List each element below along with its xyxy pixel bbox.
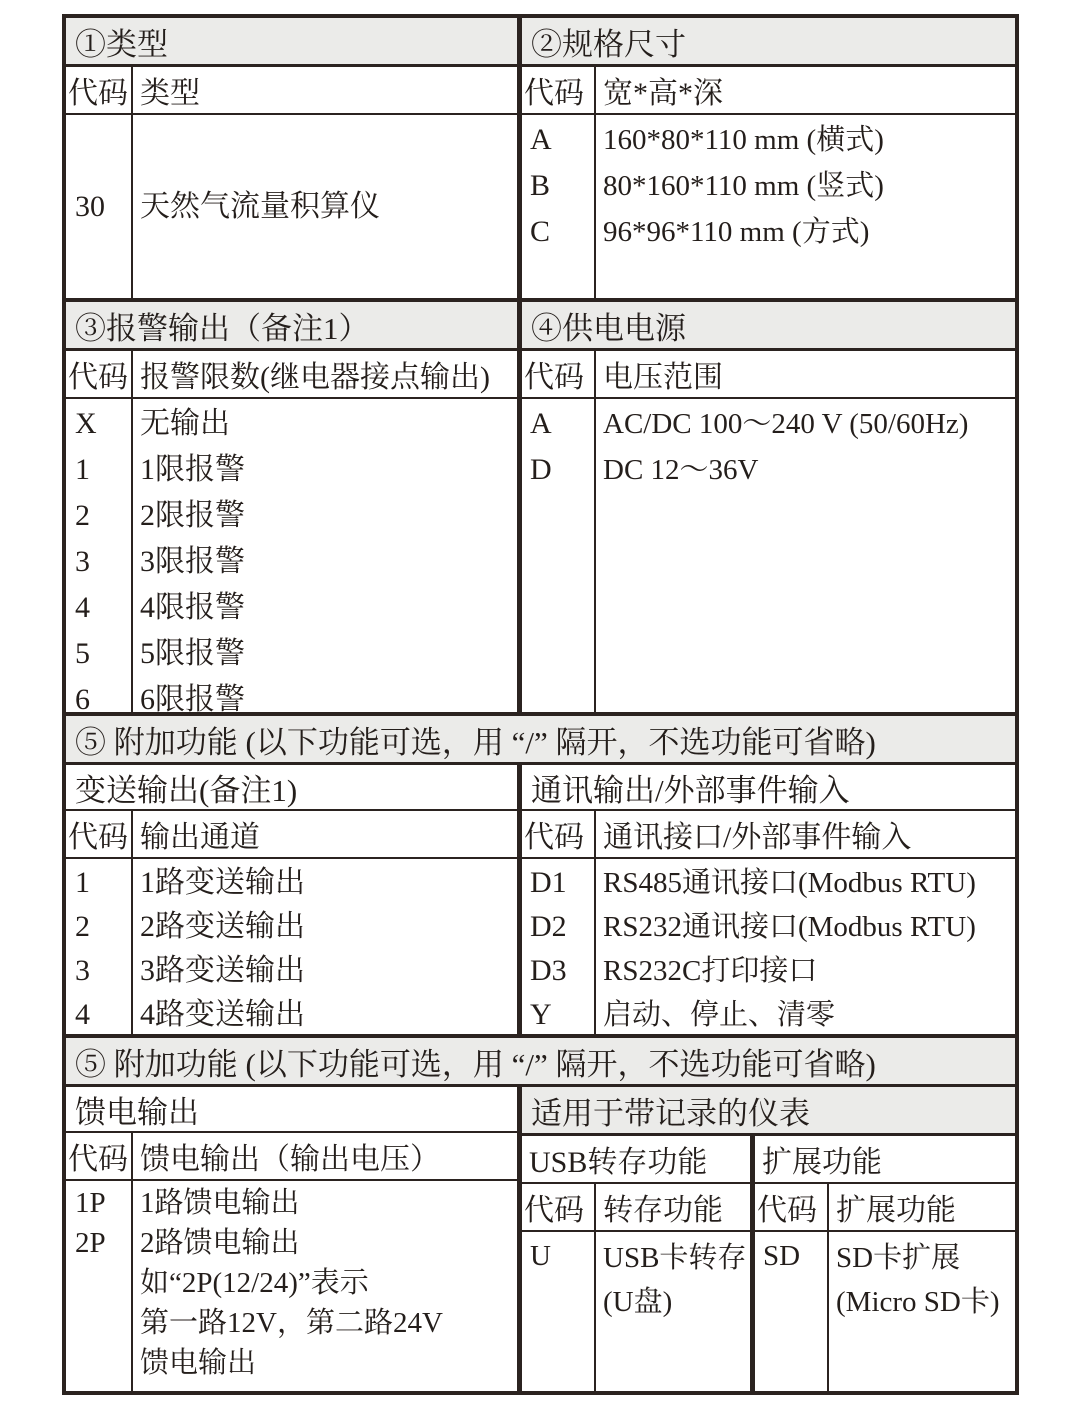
row-code: 6 [75, 683, 90, 716]
feed-output-column-header [66, 1133, 517, 1181]
row-desc: 1路变送输出 [140, 866, 305, 899]
section-5b-title: ⑤ 附加功能 (以下功能可选，用 “/” 隔开，不选功能可省略) [66, 1038, 1015, 1087]
channel-column-header: 输出通道 [140, 821, 260, 854]
feed-output-code-cells [66, 1181, 133, 1391]
row-code: 1 [75, 453, 90, 486]
row-desc: RS232通讯接口(Modbus RTU) [603, 911, 976, 943]
row-code: D [530, 453, 552, 486]
code-column-header: 代码 [522, 811, 596, 857]
band-alarm-power [66, 298, 1015, 716]
row-desc: 2路馈电输出 [140, 1227, 300, 1259]
section-2-column-header [522, 67, 1015, 115]
ext-row [755, 1232, 1015, 1391]
section-3-desc-cells [133, 399, 517, 712]
usb-desc-cell [596, 1232, 750, 1391]
row-code: 4 [75, 591, 90, 624]
usb-row [522, 1232, 755, 1391]
row-code: 2 [75, 910, 90, 943]
row-desc: 80*160*110 mm (竖式) [603, 170, 884, 202]
feed-output-desc-cells [133, 1181, 517, 1391]
row-desc: USB卡转存 [603, 1242, 747, 1274]
row-code: 30 [75, 189, 105, 223]
section-1-code-cells [66, 115, 133, 298]
recorder-column-headers [522, 1184, 1015, 1232]
row-code: A [530, 407, 552, 440]
section-4-desc-cells [596, 399, 1015, 712]
row-desc: 1限报警 [140, 453, 245, 486]
section-3-code-cells [66, 399, 133, 716]
section-2-desc-cells [596, 115, 1015, 298]
row-code: B [530, 169, 551, 202]
usb-column-header [522, 1184, 755, 1230]
row-desc: DC 12～36V [603, 454, 759, 486]
row-code: 1 [75, 866, 90, 899]
section-2-title: ②规格尺寸 [522, 18, 1015, 67]
row-code: 2P [75, 1227, 106, 1259]
row-desc: (U盘) [603, 1286, 673, 1318]
feed-note-line: 如“2P(12/24)”表示 [140, 1267, 369, 1299]
row-desc: 4路变送输出 [140, 998, 305, 1031]
section-1-title: ①类型 [66, 18, 517, 67]
ext-function-column-header: 扩展功能 [836, 1194, 956, 1227]
ext-desc-cell [829, 1232, 1015, 1391]
row-desc: (Micro SD卡) [836, 1286, 1000, 1318]
band-additional-1 [66, 712, 1015, 1034]
row-desc: 3限报警 [140, 545, 245, 578]
ext-code-cell [755, 1232, 829, 1391]
retransmission-subtitle: 变送输出(备注1) [66, 765, 517, 811]
row-desc: 1路馈电输出 [140, 1187, 300, 1219]
code-column-header: 代码 [66, 1133, 133, 1179]
interface-column-header: 通讯接口/外部事件输入 [603, 821, 912, 854]
retransmission-desc-cells [133, 859, 517, 1034]
row-desc: 启动、停止、清零 [603, 999, 836, 1031]
section-4-code-cells [522, 399, 596, 712]
ext-subtable-title: 扩展功能 [762, 1146, 882, 1179]
alarm-column-header: 报警限数(继电器接点输出) [140, 361, 490, 394]
feed-note-line: 第一路12V，第二路24V [140, 1307, 443, 1339]
retransmission-column-header [66, 811, 517, 859]
row-code: 2 [75, 499, 90, 532]
section-communication [522, 765, 1015, 1034]
feed-output-subtitle: 馈电输出 [66, 1087, 517, 1133]
usb-code-cell [522, 1232, 596, 1391]
row-code: D2 [530, 910, 567, 943]
band-additional-2 [66, 1034, 1015, 1391]
size-column-header: 宽*高*深 [603, 77, 723, 110]
communication-rows [522, 859, 1015, 1034]
code-column-header: 代码 [522, 351, 596, 397]
recorder-subtables-header [522, 1136, 1015, 1184]
code-column-header: 代码 [66, 811, 133, 857]
section-recorder-options [522, 1087, 1015, 1391]
row-code: 3 [75, 954, 90, 987]
row-code: 1P [75, 1187, 106, 1219]
retransmission-code-cells [66, 859, 133, 1034]
row-desc: 6限报警 [140, 683, 245, 712]
row-code: U [530, 1240, 551, 1272]
section-1-desc-cells [133, 115, 517, 298]
row-desc: RS485通讯接口(Modbus RTU) [603, 867, 976, 899]
row-desc: 4限报警 [140, 591, 245, 624]
code-column-header: 代码 [66, 351, 133, 397]
row-desc: 3路变送输出 [140, 954, 305, 987]
feed-output-rows [66, 1181, 517, 1391]
section-4-title: ④供电电源 [522, 302, 1015, 351]
code-column-header: 代码 [66, 67, 133, 113]
row-code: C [530, 215, 551, 248]
row-desc: 96*96*110 mm (方式) [603, 216, 870, 248]
row-code: D1 [530, 866, 567, 899]
communication-desc-cells [596, 859, 1015, 1034]
section-alarm-output [66, 302, 522, 716]
section-4-column-header [522, 351, 1015, 399]
row-desc: RS232C打印接口 [603, 955, 818, 987]
row-desc: 无输出 [140, 407, 230, 440]
row-desc: 5限报警 [140, 637, 245, 670]
recorder-subtitle: 适用于带记录的仪表 [522, 1087, 1015, 1136]
recorder-rows [522, 1232, 1015, 1391]
code-column-header: 代码 [522, 1184, 596, 1230]
row-code: Y [530, 998, 552, 1031]
row-code: D3 [530, 954, 567, 987]
communication-code-cells [522, 859, 596, 1034]
section-3-rows [66, 399, 517, 716]
section-4-rows [522, 399, 1015, 712]
row-desc: 160*80*110 mm (横式) [603, 124, 884, 156]
section-1-rows [66, 115, 517, 298]
row-code: 5 [75, 637, 90, 670]
ordering-code-table [62, 14, 1019, 1395]
communication-subtitle: 通讯输出/外部事件输入 [522, 765, 1015, 811]
row-desc: 2路变送输出 [140, 910, 305, 943]
voltage-column-header: 电压范围 [603, 361, 723, 394]
section-2-code-cells [522, 115, 596, 298]
section-feed-output [66, 1087, 522, 1391]
row-desc: 2限报警 [140, 499, 245, 532]
section-power-supply [522, 302, 1015, 712]
row-desc: AC/DC 100～240 V (50/60Hz) [603, 408, 969, 440]
row-code: 4 [75, 998, 90, 1031]
row-code: SD [763, 1240, 801, 1272]
band-type-size [66, 18, 1015, 298]
row-desc: 天然气流量积算仪 [140, 189, 380, 223]
section-type [66, 18, 522, 298]
code-column-header: 代码 [522, 67, 596, 113]
type-column-header: 类型 [140, 77, 200, 110]
section-size [522, 18, 1015, 298]
row-desc: SD卡扩展 [836, 1242, 961, 1274]
row-code: A [530, 123, 552, 156]
section-2-rows [522, 115, 1015, 298]
feed-column-header: 馈电输出（输出电压） [140, 1143, 440, 1176]
section-3-column-header [66, 351, 517, 399]
row-code: 3 [75, 545, 90, 578]
section-1-column-header [66, 67, 517, 115]
ext-column-header [755, 1184, 1015, 1230]
section-retransmission [66, 765, 522, 1034]
usb-function-column-header: 转存功能 [603, 1194, 723, 1227]
code-column-header: 代码 [755, 1184, 829, 1230]
section-5a-title: ⑤ 附加功能 (以下功能可选，用 “/” 隔开，不选功能可省略) [66, 716, 1015, 765]
usb-subtable-title: USB转存功能 [522, 1136, 755, 1182]
communication-column-header [522, 811, 1015, 859]
retransmission-rows [66, 859, 517, 1034]
feed-note-line: 馈电输出 [140, 1347, 257, 1379]
section-3-title: ③报警输出（备注1） [66, 302, 517, 351]
row-code: X [75, 407, 97, 440]
